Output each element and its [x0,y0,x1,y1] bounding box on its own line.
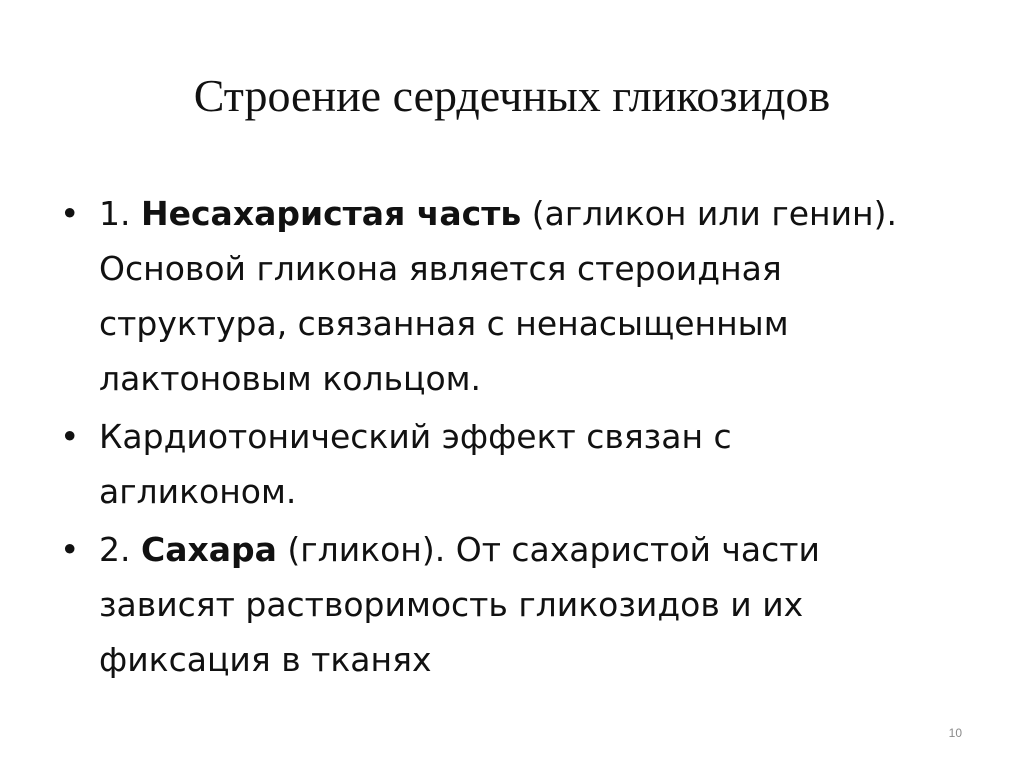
bullet-1-rest-text: (агликон или генин). [521,194,897,233]
bullet-dot: • [60,417,80,456]
bullet-1-first-line [99,186,958,241]
slide-title: Строение сердечных гликозидов [193,70,831,121]
bullet-3-line-3: фиксация в тканях [99,640,432,679]
bullet-1-line-3: структура, связанная с ненасыщенным [99,304,789,343]
page-number: 10 [948,726,962,740]
bullet-2-line-2: агликоном. [99,472,297,511]
bullet-3-bold-text: Сахара [140,530,277,569]
bullet-3-first-line [99,522,958,577]
bullet-1-line-2: Основой гликона является стероидная [99,249,782,288]
bullet-list [58,186,958,690]
bullet-1-bold-text: Несахаристая часть [140,194,522,233]
bullet-1-line-4: лактоновым кольцом. [99,359,482,398]
bullet-item-2 [58,409,958,519]
bullet-3-prefix: 2. [99,530,141,569]
bullet-3-rest-text: (гликон). От сахаристой части [276,530,820,569]
bullet-item-1 [58,186,958,406]
bullet-item-3 [58,522,958,687]
bullet-1-prefix: 1. [99,194,141,233]
bullet-2-line-1: Кардиотонический эффект связан с [99,417,732,456]
bullet-3-line-2: зависят растворимость гликозидов и их [99,585,804,624]
bullet-dot: • [60,194,80,233]
bullet-dot: • [60,530,80,569]
